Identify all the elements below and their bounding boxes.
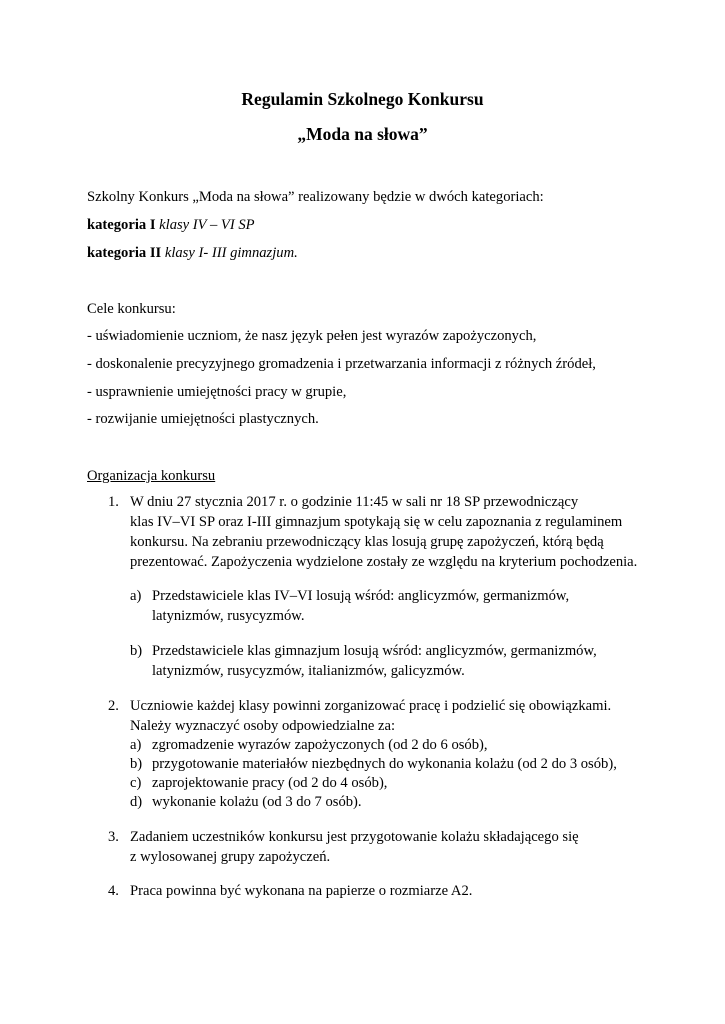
title-line-2: „Moda na słowa” xyxy=(297,124,428,144)
point-1b-line: latynizmów, rusycyzmów, italianizmów, galicyzmów. xyxy=(152,663,465,679)
goal-item: - rozwijanie umiejętności plastycznych. xyxy=(87,411,319,427)
goal-item: - uświadomienie uczniom, że nasz język pełen jest wyrazów zapożyczonych, xyxy=(87,328,537,344)
point-1b-letter: b) xyxy=(130,643,143,659)
organization-heading: Organizacja konkursu xyxy=(87,468,216,484)
point-4-number: 4. xyxy=(108,883,119,899)
point-1-number: 1. xyxy=(108,494,119,510)
point-4-line: Praca powinna być wykonana na papierze o rozmiarze A2. xyxy=(130,883,473,899)
point-1b-line: Przedstawiciele klas gimnazjum losują wśród: anglicyzmów, germanizmów, xyxy=(152,643,597,659)
title-line-1: Regulamin Szkolnego Konkursu xyxy=(241,89,484,109)
point-3-number: 3. xyxy=(108,829,119,845)
point-1-line: klas IV–VI SP oraz I-III gimnazjum spotykają się w celu zapoznania z regulaminem xyxy=(130,514,623,530)
goal-item: - usprawnienie umiejętności pracy w grupie, xyxy=(87,384,347,400)
point-1-line: prezentować. Zapożyczenia wydzielone zostały ze względu na kryterium pochodzenia. xyxy=(130,554,638,570)
point-2-line: Uczniowie każdej klasy powinni zorganizować pracę i podzielić się obowiązkami. xyxy=(130,698,612,714)
point-2-item: wykonanie kolażu (od 3 do 7 osób). xyxy=(152,794,362,810)
point-2-item-letter: c) xyxy=(130,775,142,791)
point-3-line: z wylosowanej grupy zapożyczeń. xyxy=(130,849,331,865)
category-2 xyxy=(87,244,298,262)
point-1-line: W dniu 27 stycznia 2017 r. o godzinie 11:45 w sali nr 18 SP przewodniczący xyxy=(130,494,579,510)
point-2-line: Należy wyznaczyć osoby odpowiedzialne za: xyxy=(130,718,396,734)
point-2-item-letter: b) xyxy=(130,756,143,772)
point-1-line: konkursu. Na zebraniu przewodniczący klas losują grupę zapożyczeń, którą będą xyxy=(130,534,604,550)
goal-item: - doskonalenie precyzyjnego gromadzenia i przetwarzania informacji z różnych źródeł, xyxy=(87,356,596,372)
category-2-value: klasy I- III gimnazjum. xyxy=(164,245,298,261)
point-3-line: Zadaniem uczestników konkursu jest przygotowanie kolażu składającego się xyxy=(130,829,579,845)
point-2-item: zaprojektowanie pracy (od 2 do 4 osób), xyxy=(152,775,388,791)
point-1a-line: latynizmów, rusycyzmów. xyxy=(152,608,305,624)
point-2-item-letter: d) xyxy=(130,794,143,810)
point-1a-letter: a) xyxy=(130,588,142,604)
category-1-label: kategoria I xyxy=(87,217,156,233)
point-2-item-letter: a) xyxy=(130,737,142,753)
point-2-item: zgromadzenie wyrazów zapożyczonych (od 2 do 6 osób), xyxy=(152,737,488,753)
point-2-item: przygotowanie materiałów niezbędnych do wykonania kolażu (od 2 do 3 osób), xyxy=(152,756,617,772)
intro-text: Szkolny Konkurs „Moda na słowa” realizowany będzie w dwóch kategoriach: xyxy=(87,189,544,205)
category-1 xyxy=(87,216,255,234)
point-2-number: 2. xyxy=(108,698,119,714)
category-2-label: kategoria II xyxy=(87,245,162,261)
goals-heading: Cele konkursu: xyxy=(87,301,176,317)
point-1a-line: Przedstawiciele klas IV–VI losują wśród: anglicyzmów, germanizmów, xyxy=(152,588,570,604)
category-1-value: klasy IV – VI SP xyxy=(159,217,255,233)
